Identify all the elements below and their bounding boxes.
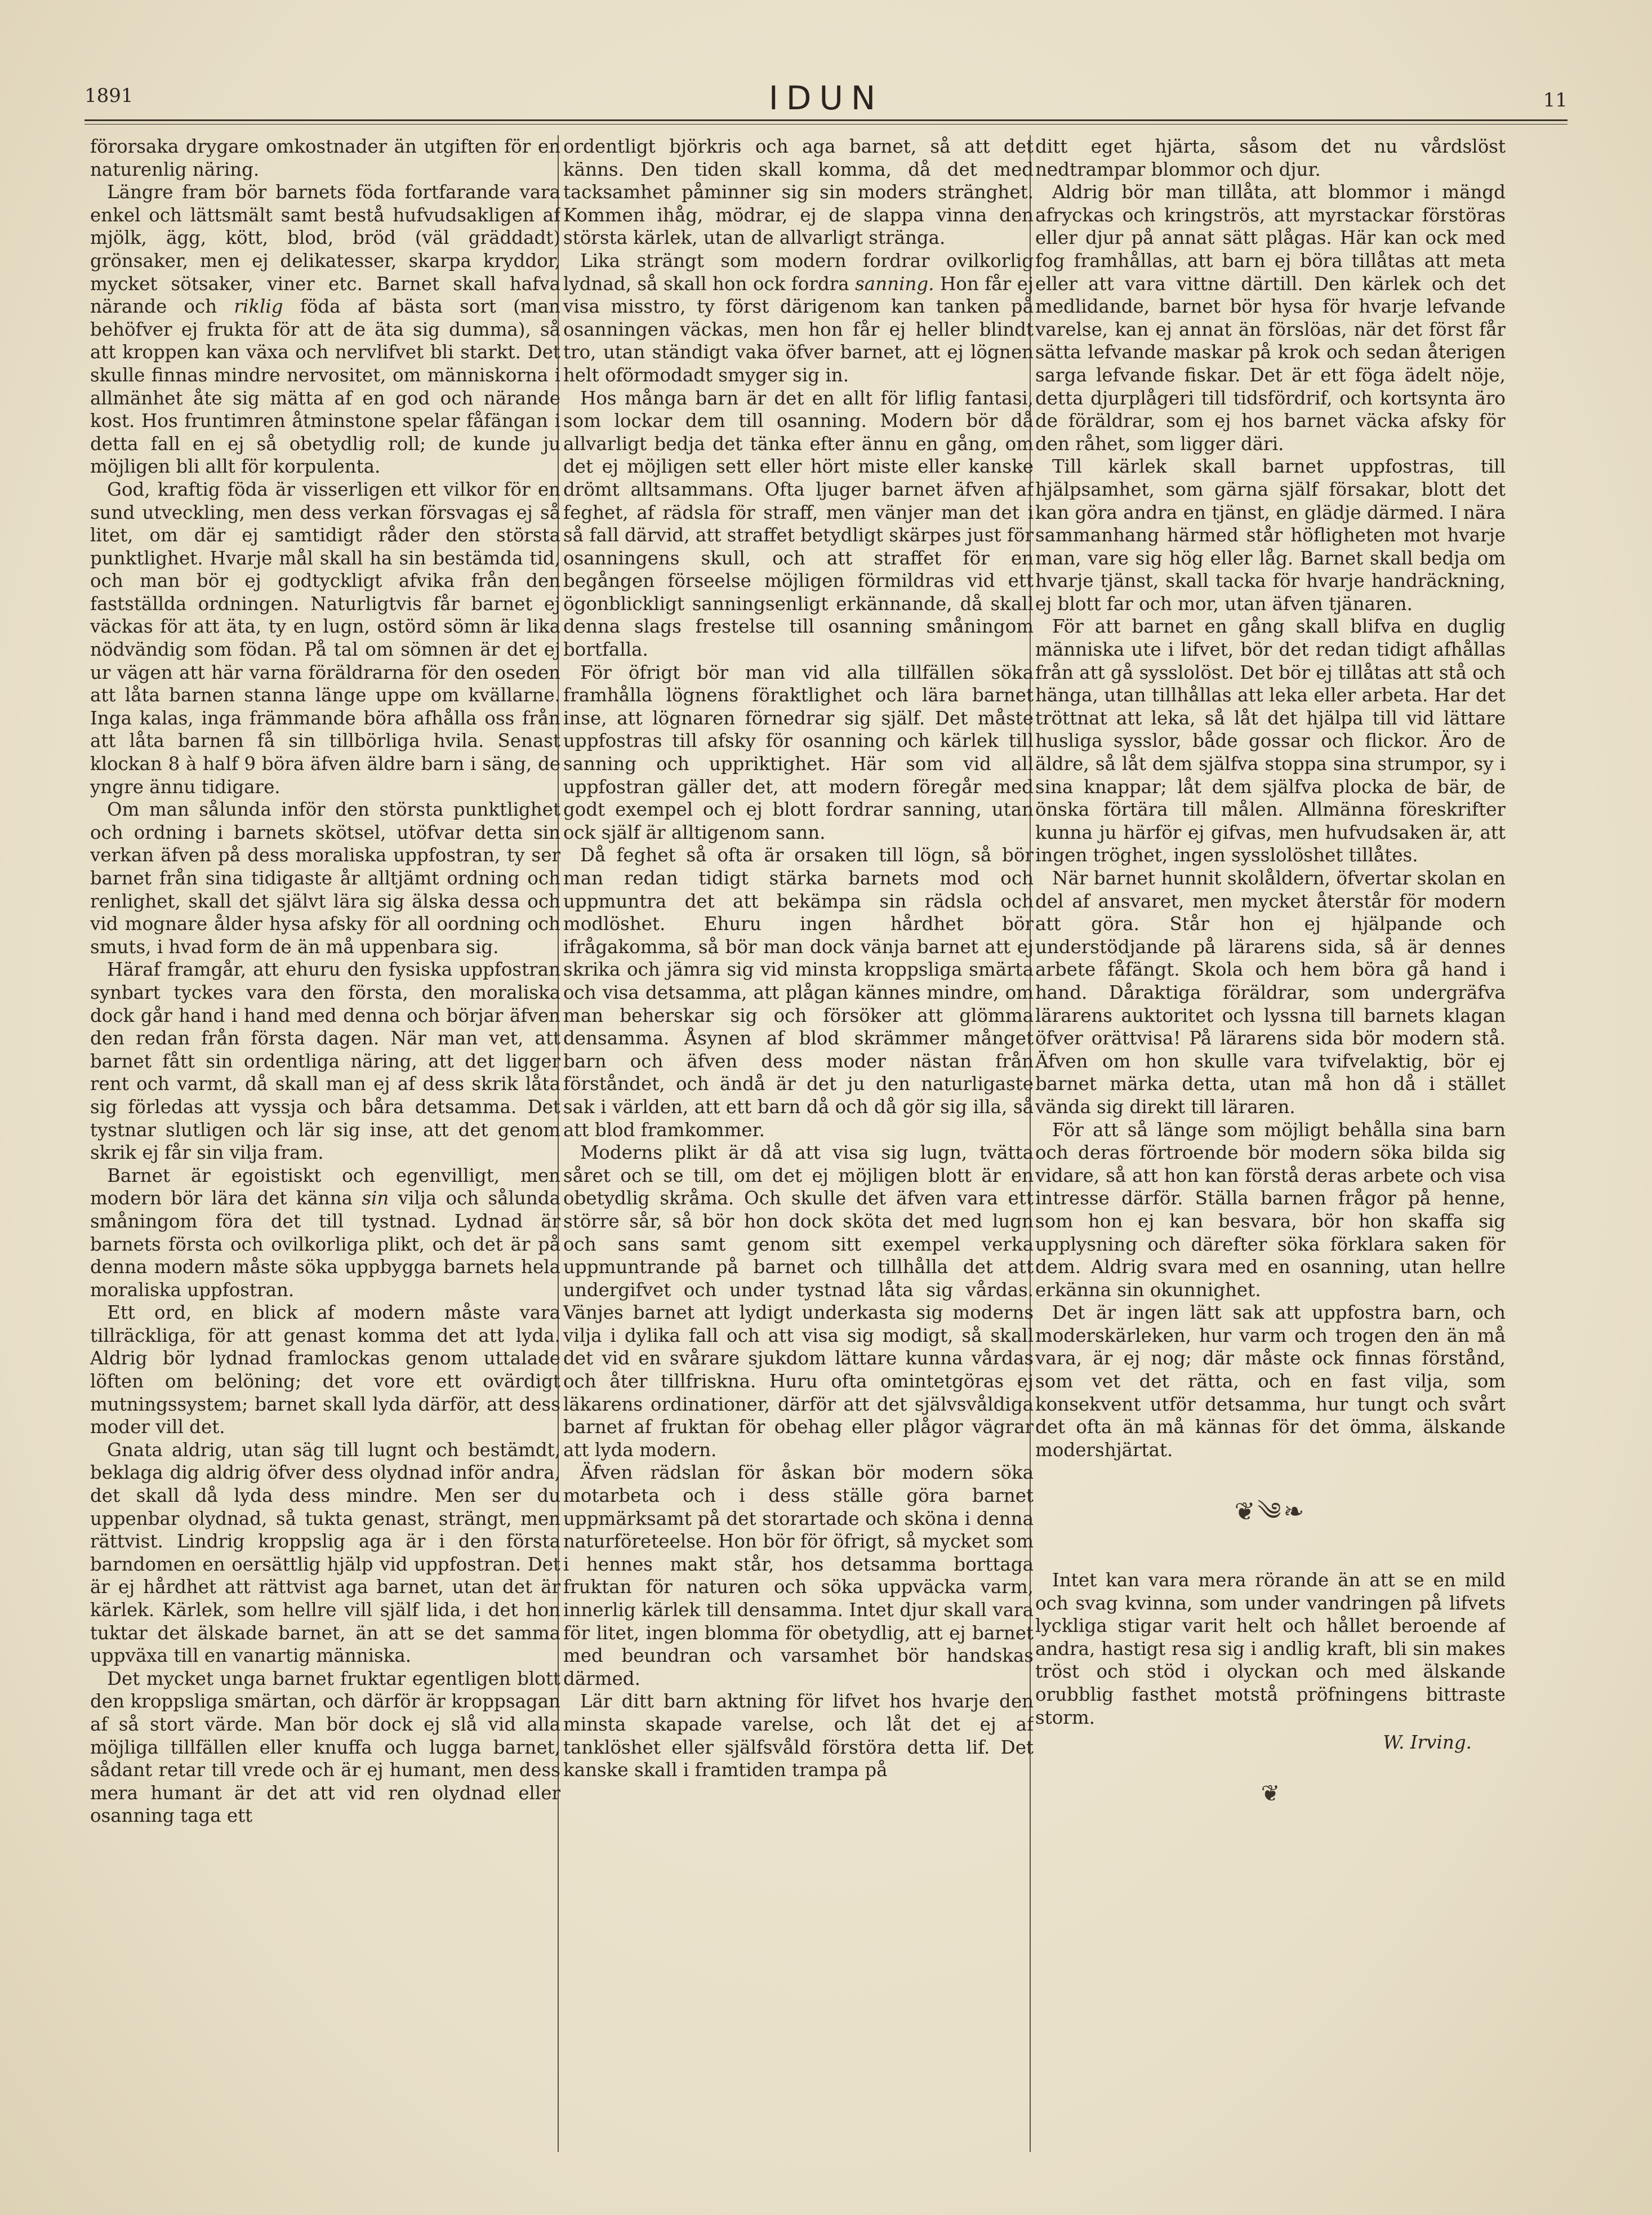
end-flourish: ❦ xyxy=(1261,1780,1280,1807)
paragraph: Lika strängt som modern fordrar ovilkorlig lydnad, så skall hon ock fordra sanning. Hon får ej visa misstro, ty först därigenom kan tanken på osanningen väckas, men hon får ej heller blindt tro, utan ständigt vaka öfver barnet, att ej lögnen helt oförmodadt smyger sig in. xyxy=(563,250,1034,386)
paragraph: ditt eget hjärta, såsom det nu vårdslöst nedtrampar blommor och djur. xyxy=(1035,136,1506,180)
paragraph: ordentligt björkris och aga barnet, så att det känns. Den tiden skall komma, då det med tacksamhet påminner sig sin moders stränghet. Kommen ihåg, mödrar, ej de slappa vinna den största kärlek, utan de allvarligt stränga. xyxy=(563,136,1034,249)
column-1 xyxy=(90,135,560,2163)
emphasis: riklig xyxy=(234,296,283,318)
emphasis: sin xyxy=(362,1187,389,1209)
paragraph: Då feghet så ofta är orsaken till lögn, så bör man redan tidigt stärka barnets mod och uppmuntra det att bekämpa sin rädsla och modlöshet. Ehuru ingen hårdhet bör ifrågakomma, så bör man dock vänja barnet att ej skrika och jämra sig vid minsta kroppsliga smärta och visa detsamma, att plågan kännes mindre, om man beherskar sig och försöker att glömma densamma. Åsynen af blod skrämmer månget barn och äfven dess moder nästan från förståndet, och ändå är det ju den naturligaste sak i världen, att ett barn då och då gör sig illa, så att blod framkommer. xyxy=(563,844,1034,1141)
paragraph: Äfven rädslan för åskan bör modern söka motarbeta och i dess ställe göra barnet uppmärksamt på det storartade och sköna i denna naturföreteelse. Hon bör för öfrigt, så mycket som i hennes makt står, hos detsamma borttaga fruktan för naturen och söka uppväcka varm, innerlig kärlek till densamma. Intet djur skall vara för litet, ingen blomma för obetydlig, att ej barnet med beundran och varsamhet bör handskas därmed. xyxy=(563,1462,1034,1689)
header-rule xyxy=(84,119,1568,121)
paragraph: När barnet hunnit skolåldern, öfvertar skolan en del af ansvaret, men mycket återstår för modern att göra. Står hon ej hjälpande och understödjande på lärarens sida, så är dennes arbete fåfängt. Skola och hem böra gå hand i hand. Dåraktiga föräldrar, som undergräfva lärarens auktoritet och lyssna till barnets klagan öfver orättvisa! På lärarens sida bör modern stå. Äfven om hon skulle vara tvifvelaktig, bör ej barnet märka detta, utan må hon då i stället vända sig direkt till läraren. xyxy=(1035,868,1506,1118)
paragraph: Gnata aldrig, utan säg till lugnt och bestämdt, beklaga dig aldrig öfver dess olydnad inför andra, det skall då lyda dess mindre. Men ser du uppenbar olydnad, så tukta genast, strängt, men rättvist. Lindrig kroppslig aga är i den första barndomen en oersättlig hjälp vid uppfostran. Det är ej hårdhet att rättvist aga barnet, utan det är kärlek. Kärlek, som hellre vill själf lida, i det hon tuktar det älskade barnet, än att se det samma uppväxa till en vanartig människa. xyxy=(90,1439,560,1667)
paragraph: God, kraftig föda är visserligen ett vilkor för en sund utveckling, men dess verkan försvagas ej så litet, om där ej samtidigt råder den största punktlighet. Hvarje mål skall ha sin bestämda tid, och man bör ej godtyckligt afvika från den fastställda ordningen. Naturligtvis får barnet ej väckas för att äta, ty en lugn, ostörd sömn är lika nödvändig som födan. På tal om sömnen är det ej ur vägen att här varna föräldrarna för den oseden att låta barnen stanna länge uppe om kvällarne. Inga kalas, inga främmande böra afhålla oss från att låta barnen få sin tillbörliga hvila. Senast klockan 8 à half 9 böra äfven äldre barn i säng, de yngre ännu tidigare. xyxy=(90,478,560,798)
paragraph: Hos många barn är det en allt för liflig fantasi, som lockar dem till osanning. Modern bör då allvarligt bedja det tänka efter ännu en gång, om det ej möjligen sett eller hört miste eller kanske drömt alltsammans. Ofta ljuger barnet äfven af feghet, af rädsla för straff, men vänjer man det i så fall därvid, att straffet betydligt skärpes just för osanningens skull, och att straffet för en begången förseelse möjligen förmildras vid ett ögonblickligt sanningsenligt erkännande, då skall denna slags frestelse till osanning småningom bortfalla. xyxy=(563,387,1034,661)
paragraph: Moderns plikt är då att visa sig lugn, tvätta såret och se till, om det ej möjligen blott är en obetydlig skråma. Och skulle det äfven vara ett större sår, så bör hon dock sköta det med lugn och sans samt genom sitt exempel verka uppmuntrande på barnet och tillhålla det att undergifvet och under tystnad låta sig vårdas. Vänjes barnet att lydigt underkasta sig moderns vilja i dylika fall och att visa sig modigt, så skall det vid en svårare sjukdom lättare kunna vårdas och åter tillfriskna. Huru ofta omintetgöras ej läkarens ordinationer, därför att det självsvåldiga barnet af fruktan för obehag eller plågor vägrar att lyda modern. xyxy=(563,1142,1034,1461)
paragraph: Det är ingen lätt sak att uppfostra barn, och moderskärleken, hur varm och trogen den än må vara, är ej nog; där måste ock finnas förstånd, som vet det rätta, och en fast vilja, som konsekvent utför detsamma, hur tungt och svårt det ofta än må kännas för det ömma, älskande modershjärtat. xyxy=(1035,1302,1506,1461)
paragraph: Till kärlek skall barnet uppfostras, till hjälpsamhet, som gärna själf försakar, blott det kan göra andra en tjänst, en glädje därmed. I nära sammanhang härmed står höfligheten mot hvarje man, vare sig hög eller låg. Barnet skall bedja om hvarje tjänst, skall tacka för hvarje handräckning, ej blott far och mor, utan äfven tjänaren. xyxy=(1035,456,1506,615)
paragraph: Om man sålunda inför den största punktlighet och ordning i barnets skötsel, utöfvar detta sin verkan äfven på dess moraliska uppfostran, ty ser barnet från sina tidigaste år alltjämt ordning och renlighet, skall det självt lära sig älska dessa och vid mognare ålder hysa afsky för all oordning och smuts, i hvad form de än må uppenbara sig. xyxy=(90,799,560,958)
paragraph: Häraf framgår, att ehuru den fysiska uppfostran synbart tyckes vara den första, den moraliska dock går hand i hand med denna och börjar äfven den redan från första dagen. När man vet, att barnet fått sin ordentliga näring, att det ligger rent och varmt, då skall man ej af dess skrik låta sig förledas att vyssja och båra detsamma. Det tystnar slutligen och lär sig inse, att det genom skrik ej får sin vilja fram. xyxy=(90,959,560,1164)
paragraph: För att så länge som möjligt behålla sina barn och deras förtroende bör modern söka bilda sig vidare, så att hon kan förstå deras arbete och visa intresse därför. Ställa barnen frågor på henne, som hon ej kan besvara, bör hon skaffa sig upplysning och därefter söka förklara saken för dem. Aldrig svara med en osanning, utan hellre erkänna sin okunnighet. xyxy=(1035,1119,1506,1301)
column-3 xyxy=(1035,135,1506,2163)
header-year: 1891 xyxy=(84,84,133,107)
column-2 xyxy=(563,135,1034,2163)
paragraph: Längre fram bör barnets föda fortfarande vara enkel och lättsmält samt bestå hufvudsakligen af mjölk, ägg, kött, blod, bröd (väl gräddadt) grönsaker, men ej delikatesser, skarpa kryddor, mycket sötsaker, viner etc. Barnet skall hafva närande och riklig föda af bästa sort (man behöfver ej frukta för att de äta sig dumma), så att kroppen kan växa och nervlifvet bli starkt. Det skulle finnas mindre nervositet, om människorna i allmänhet åte sig mätta af en god och närande kost. Hos fruntimren åtminstone spelar fåfängan i detta fall en ej så obetydlig roll; de kunde ju möjligen bli allt för korpulenta. xyxy=(90,181,560,478)
page-header xyxy=(84,79,1568,124)
paragraph: Aldrig bör man tillåta, att blommor i mängd afryckas och kringströs, att myrstackar förstöras eller djur på annat sätt plågas. Här kan ock med fog framhållas, att barn ej böra tillåtas att meta eller att vara vittne därtill. Den kärlek och det medlidande, barnet bör hysa för hvarje lefvande varelse, kan ej annat än förslöas, när det först får sätta lefvande maskar på krok och sedan återigen sarga lefvande fiskar. Det är ett föga ädelt nöje, detta djurplågeri till tidsfördrif, och kortsynta äro de föräldrar, som ej hos barnet väcka afsky för den råhet, som ligger däri. xyxy=(1035,181,1506,455)
emphasis: sanning. xyxy=(855,273,934,295)
header-title: IDUN xyxy=(768,79,884,117)
quote-paragraph: Intet kan vara mera rörande än att se en mild och svag kvinna, som under vandringen på lifvets lyckliga stigar varit helt och hållet beroende af andra, hastigt resa sig i andlig kraft, bli sin makes tröst och stöd i olyckan och med älskande orubblig fasthet motstå pröfningens bittraste storm. xyxy=(1035,1569,1506,1728)
ornament-divider: ❦༄❧ xyxy=(1234,1497,1307,1527)
paragraph: För öfrigt bör man vid alla tillfällen söka framhålla lögnens föraktlighet och lära barnet inse, att lögnaren förnedrar sig själf. Det måste uppfostras till afsky för osanning och kärlek till sanning och uppriktighet. Här som vid all uppfostran gäller det, att modern föregår med godt exempel och ej blott fordrar sanning, utan ock själf är alltigenom sann. xyxy=(563,661,1034,843)
header-page-number: 11 xyxy=(1543,89,1568,112)
paragraph: Det mycket unga barnet fruktar egentligen blott den kroppsliga smärtan, och därför är kroppsagan af så stort värde. Man bör dock ej slå vid alla möjliga tillfällen eller knuffa och lugga barnet, sådant retar till vrede och är ej humant, men dess mera humant är det att vid ren olydnad eller osanning taga ett xyxy=(90,1667,560,1827)
paragraph: Lär ditt barn aktning för lifvet hos hvarje den minsta skapade varelse, och låt det ej af tanklöshet eller själfsvåld förstöra detta lif. Det kanske skall i framtiden trampa på xyxy=(563,1691,1034,1781)
quote-attribution: W. Irving. xyxy=(1383,1732,1472,1754)
paragraph: Ett ord, en blick af modern måste vara tillräckliga, för att genast komma det att lyda. Aldrig bör lydnad framlockas genom uttalade löften om belöning; det vore ett ovärdigt mutningssystem; barnet skall lyda därför, att dess moder vill det. xyxy=(90,1302,560,1438)
paragraph: förorsaka drygare omkostnader än utgiften för en naturenlig näring. xyxy=(90,136,560,180)
paragraph: Barnet är egoistiskt och egenvilligt, men modern bör lära det känna sin vilja och sålunda småningom föra det till tystnad. Lydnad är barnets första och ovilkorliga plikt, och det är på denna modern måste söka uppbygga barnets hela moraliska uppfostran. xyxy=(90,1164,560,1301)
paragraph: För att barnet en gång skall blifva en duglig människa ute i lifvet, bör det redan tidigt afhållas från att gå sysslolöst. Det bör ej tillåtas att stå och hänga, utan tillhållas att leka eller arbeta. Har det tröttnat att leka, så låt det hjälpa till vid lättare husliga sysslor, både gossar och flickor. Äro de äldre, så låt dem själfva stoppa sina strumpor, sy i sina knappar; låt dem själfva plocka de bär, de önska förtära till målen. Allmänna föreskrifter kunna ju härför ej gifvas, men hufvudsaken är, att ingen tröghet, ingen sysslolöshet tillåtes. xyxy=(1035,616,1506,866)
